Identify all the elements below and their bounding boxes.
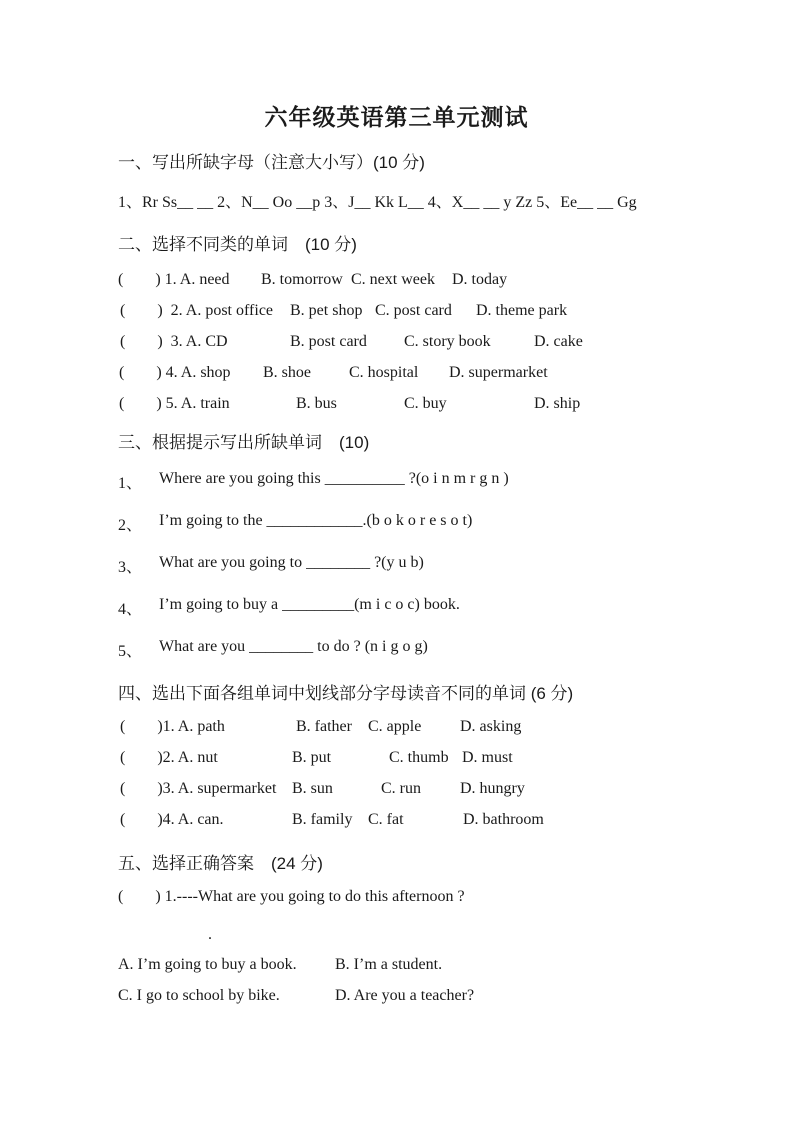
option-b-cell: B. put [292, 749, 332, 766]
item-number: 2、 [118, 517, 143, 534]
option-b-cell: B. bus [296, 395, 337, 412]
section-5-options-row-cd [0, 987, 793, 1009]
stray-period: . [208, 926, 212, 943]
option-c-cell: C. hospital [349, 364, 419, 381]
item-number: 3、 [118, 559, 143, 576]
section-1-heading: 一、写出所缺字母（注意大小写）(10 分) [118, 153, 425, 172]
option-a-cell: A. I’m going to buy a book. [118, 956, 297, 973]
option-c-cell: C. story book [404, 333, 491, 350]
option-d-cell: D. ship [534, 395, 581, 412]
section-3-item-4 [0, 596, 793, 618]
option-b-cell: B. pet shop [290, 302, 363, 319]
section-3-item-2 [0, 512, 793, 534]
item-text: I’m going to the ____________.(b o k o r e s o t) [159, 512, 473, 529]
section-4-question-row-2 [0, 749, 793, 771]
option-d-cell: D. cake [534, 333, 583, 350]
section-2-question-row-2 [0, 302, 793, 324]
option-d-cell: D. theme park [476, 302, 568, 319]
option-b-cell: B. family [292, 811, 353, 828]
option-c-cell: C. buy [404, 395, 447, 412]
section-4-question-row-1 [0, 718, 793, 740]
option-a-cell: ( )2. A. nut [120, 749, 218, 766]
option-a-cell: ( ) 4. A. shop [119, 364, 231, 381]
option-c-cell: C. fat [368, 811, 404, 828]
option-b-cell: B. sun [292, 780, 333, 797]
section-1-letters-line: 1、Rr Ss__ __ 2、N__ Oo __p 3、J__ Kk L__ 4、X__ __ y Zz 5、Ee__ __ Gg [118, 194, 637, 211]
question-text: ( ) 1.----What are you going to do this afternoon ? [118, 888, 465, 905]
option-d-cell: D. must [462, 749, 513, 766]
item-number: 4、 [118, 601, 143, 618]
section-4-question-row-3 [0, 780, 793, 802]
option-b-cell: B. shoe [263, 364, 311, 381]
item-text: I’m going to buy a _________(m i c o c) book. [159, 596, 460, 613]
option-c-cell: C. thumb [389, 749, 449, 766]
item-text: What are you ________ to do ? (n i g o g) [159, 638, 428, 655]
item-number: 1、 [118, 475, 143, 492]
section-3-item-3 [0, 554, 793, 576]
option-a-cell: ( ) 2. A. post office [120, 302, 274, 319]
section-3-item-5 [0, 638, 793, 660]
section-4-heading: 四、选出下面各组单词中划线部分字母读音不同的单词 (6 分) [118, 684, 574, 703]
item-number: 5、 [118, 643, 143, 660]
option-d-cell: D. bathroom [463, 811, 544, 828]
option-b-cell: B. father [296, 718, 352, 735]
section-4-question-row-4 [0, 811, 793, 833]
option-c-cell: C. post card [375, 302, 452, 319]
section-3-item-1 [0, 470, 793, 492]
option-a-cell: ( ) 5. A. train [119, 395, 230, 412]
section-2-question-row-5 [0, 395, 793, 417]
section-5-question-1 [0, 888, 793, 910]
item-text: Where are you going this __________ ?(o i n m r g n ) [159, 470, 509, 487]
section-5-options-row-ab [0, 956, 793, 978]
option-c-cell: C. I go to school by bike. [118, 987, 280, 1004]
option-b-cell: B. I’m a student. [335, 956, 443, 973]
section-2-question-row-4 [0, 364, 793, 386]
stray-period-line [0, 926, 793, 948]
option-d-cell: D. supermarket [449, 364, 548, 381]
option-d-cell: D. Are you a teacher? [335, 987, 475, 1004]
option-b-cell: B. tomorrow [261, 271, 343, 288]
option-c-cell: C. run [381, 780, 421, 797]
option-a-cell: ( )4. A. can. [120, 811, 224, 828]
option-c-cell: C. apple [368, 718, 422, 735]
option-d-cell: D. hungry [460, 780, 525, 797]
option-a-cell: ( )3. A. supermarket [120, 780, 277, 797]
section-2-question-row-1 [0, 271, 793, 293]
section-5-heading: 五、选择正确答案 (24 分) [118, 854, 323, 873]
option-a-cell: ( )1. A. path [120, 718, 225, 735]
section-2-question-row-3 [0, 333, 793, 355]
option-a-cell: ( ) 3. A. CD [120, 333, 228, 350]
option-d-cell: D. asking [460, 718, 522, 735]
section-3-heading: 三、根据提示写出所缺单词 (10) [118, 433, 370, 452]
option-b-cell: B. post card [290, 333, 367, 350]
option-a-cell: ( ) 1. A. need [118, 271, 230, 288]
section-2-heading: 二、选择不同类的单词 (10 分) [118, 235, 357, 254]
option-d-cell: D. today [452, 271, 508, 288]
item-text: What are you going to ________ ?(y u b) [159, 554, 424, 571]
option-c-cell: C. next week [351, 271, 435, 288]
page-title: 六年级英语第三单元测试 [264, 104, 529, 130]
